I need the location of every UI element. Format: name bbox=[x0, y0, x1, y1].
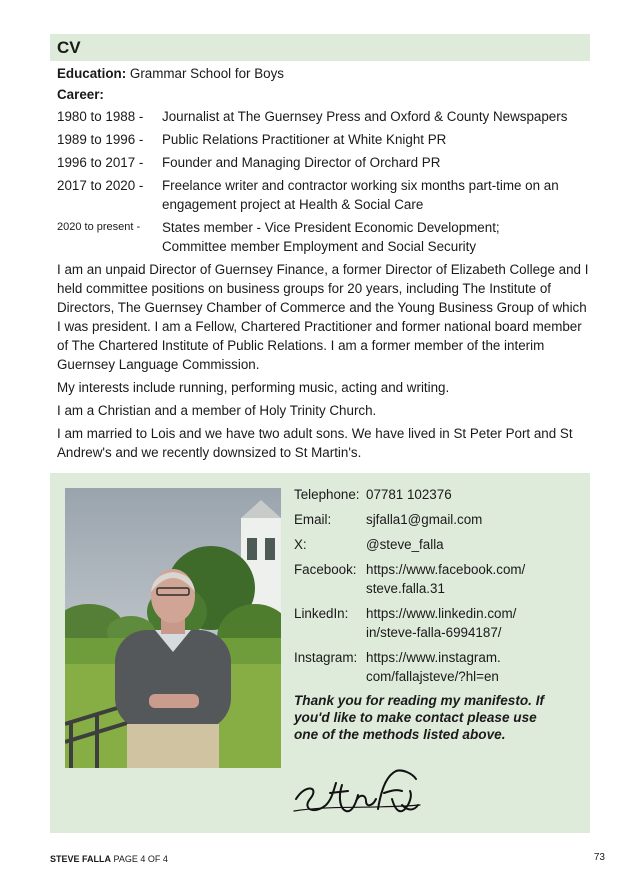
footer-name: STEVE FALLA bbox=[50, 854, 112, 864]
candidate-photo-illustration bbox=[65, 488, 281, 768]
cv-header bbox=[50, 34, 590, 61]
education-value: Grammar School for Boys bbox=[129, 66, 284, 81]
career-years: 1989 to 1996 - bbox=[57, 132, 144, 147]
career-desc: Freelance writer and contractor working six months part-time on an engagement project at Health & Social Care bbox=[162, 178, 559, 212]
instagram-link-line: com/fallajsteve/?hl=en bbox=[366, 669, 499, 684]
footer-page-label: PAGE 4 OF 4 bbox=[113, 854, 168, 864]
linkedin-link-line: https://www.linkedin.com/ bbox=[366, 606, 517, 621]
career-label: Career: bbox=[57, 87, 104, 102]
linkedin-link[interactable] bbox=[366, 604, 584, 642]
career-desc bbox=[162, 218, 589, 256]
x-handle[interactable]: @steve_falla bbox=[366, 537, 444, 552]
career-years: 1996 to 2017 - bbox=[57, 155, 144, 170]
facebook-label: Facebook: bbox=[294, 562, 357, 577]
career-row bbox=[57, 130, 589, 149]
career-years: 1980 to 1988 - bbox=[57, 109, 144, 124]
contact-row-x bbox=[294, 535, 584, 554]
career-desc: Public Relations Practitioner at White Knight PR bbox=[162, 132, 447, 147]
facebook-link-line: https://www.facebook.com/ bbox=[366, 562, 526, 577]
career-desc: Journalist at The Guernsey Press and Oxford & County Newspapers bbox=[162, 109, 568, 124]
email-label: Email: bbox=[294, 512, 332, 527]
education-line bbox=[57, 64, 589, 83]
bio-paragraph: I am an unpaid Director of Guernsey Finance, a former Director of Elizabeth College and I held committee positions on business groups for 20 years, including The Institute of Directors, The Guernsey Chamber of Commerce and the Young Business Group of which I was president. I am a Fellow, Chartered Practitioner and former national board member of The Chartered Institute of Public Relations. I am a former member of the interim Guernsey Language Commission. bbox=[57, 262, 589, 372]
career-row bbox=[57, 176, 589, 214]
thank-you-message: Thank you for reading my manifesto. If you'd like to make contact please use one of the methods listed above. bbox=[294, 693, 545, 742]
instagram-label: Instagram: bbox=[294, 650, 358, 665]
career-row bbox=[57, 107, 589, 126]
x-label: X: bbox=[294, 537, 307, 552]
career-row bbox=[57, 153, 589, 172]
education-label: Education: bbox=[57, 66, 127, 81]
facebook-link-line: steve.falla.31 bbox=[366, 581, 445, 596]
signature-image bbox=[292, 765, 422, 821]
faith-paragraph: I am a Christian and a member of Holy Trinity Church. bbox=[57, 403, 377, 418]
career-years: 2017 to 2020 - bbox=[57, 178, 144, 193]
instagram-link-line: https://www.instagram. bbox=[366, 650, 501, 665]
page-number: 73 bbox=[593, 852, 605, 863]
career-desc: Founder and Managing Director of Orchard PR bbox=[162, 155, 441, 170]
contact-row-email bbox=[294, 510, 584, 529]
career-desc-line: Committee member Employment and Social Security bbox=[162, 239, 477, 254]
candidate-photo bbox=[65, 488, 281, 768]
contact-panel bbox=[50, 473, 590, 833]
career-years: 2020 to present - bbox=[57, 221, 141, 233]
instagram-link[interactable] bbox=[366, 648, 584, 686]
linkedin-label: LinkedIn: bbox=[294, 606, 349, 621]
contact-details bbox=[294, 485, 584, 757]
footer-credit bbox=[50, 853, 168, 865]
career-desc-line: States member - Vice President Economic Development; bbox=[162, 220, 500, 235]
cv-content bbox=[57, 64, 589, 466]
cv-title: CV bbox=[57, 38, 81, 57]
facebook-link[interactable] bbox=[366, 560, 584, 598]
contact-row-telephone bbox=[294, 485, 584, 504]
career-row bbox=[57, 218, 589, 256]
interests-paragraph: My interests include running, performing music, acting and writing. bbox=[57, 380, 450, 395]
contact-row-facebook bbox=[294, 560, 584, 598]
email-link[interactable]: sjfalla1@gmail.com bbox=[366, 512, 483, 527]
telephone-value[interactable]: 07781 102376 bbox=[366, 487, 452, 502]
linkedin-link-line: in/steve-falla-6994187/ bbox=[366, 625, 502, 640]
telephone-label: Telephone: bbox=[294, 487, 360, 502]
family-paragraph: I am married to Lois and we have two adult sons. We have lived in St Peter Port and St Andrew's and we recently downsized to St Martin's. bbox=[57, 426, 573, 460]
contact-row-instagram bbox=[294, 648, 584, 686]
contact-row-linkedin bbox=[294, 604, 584, 642]
